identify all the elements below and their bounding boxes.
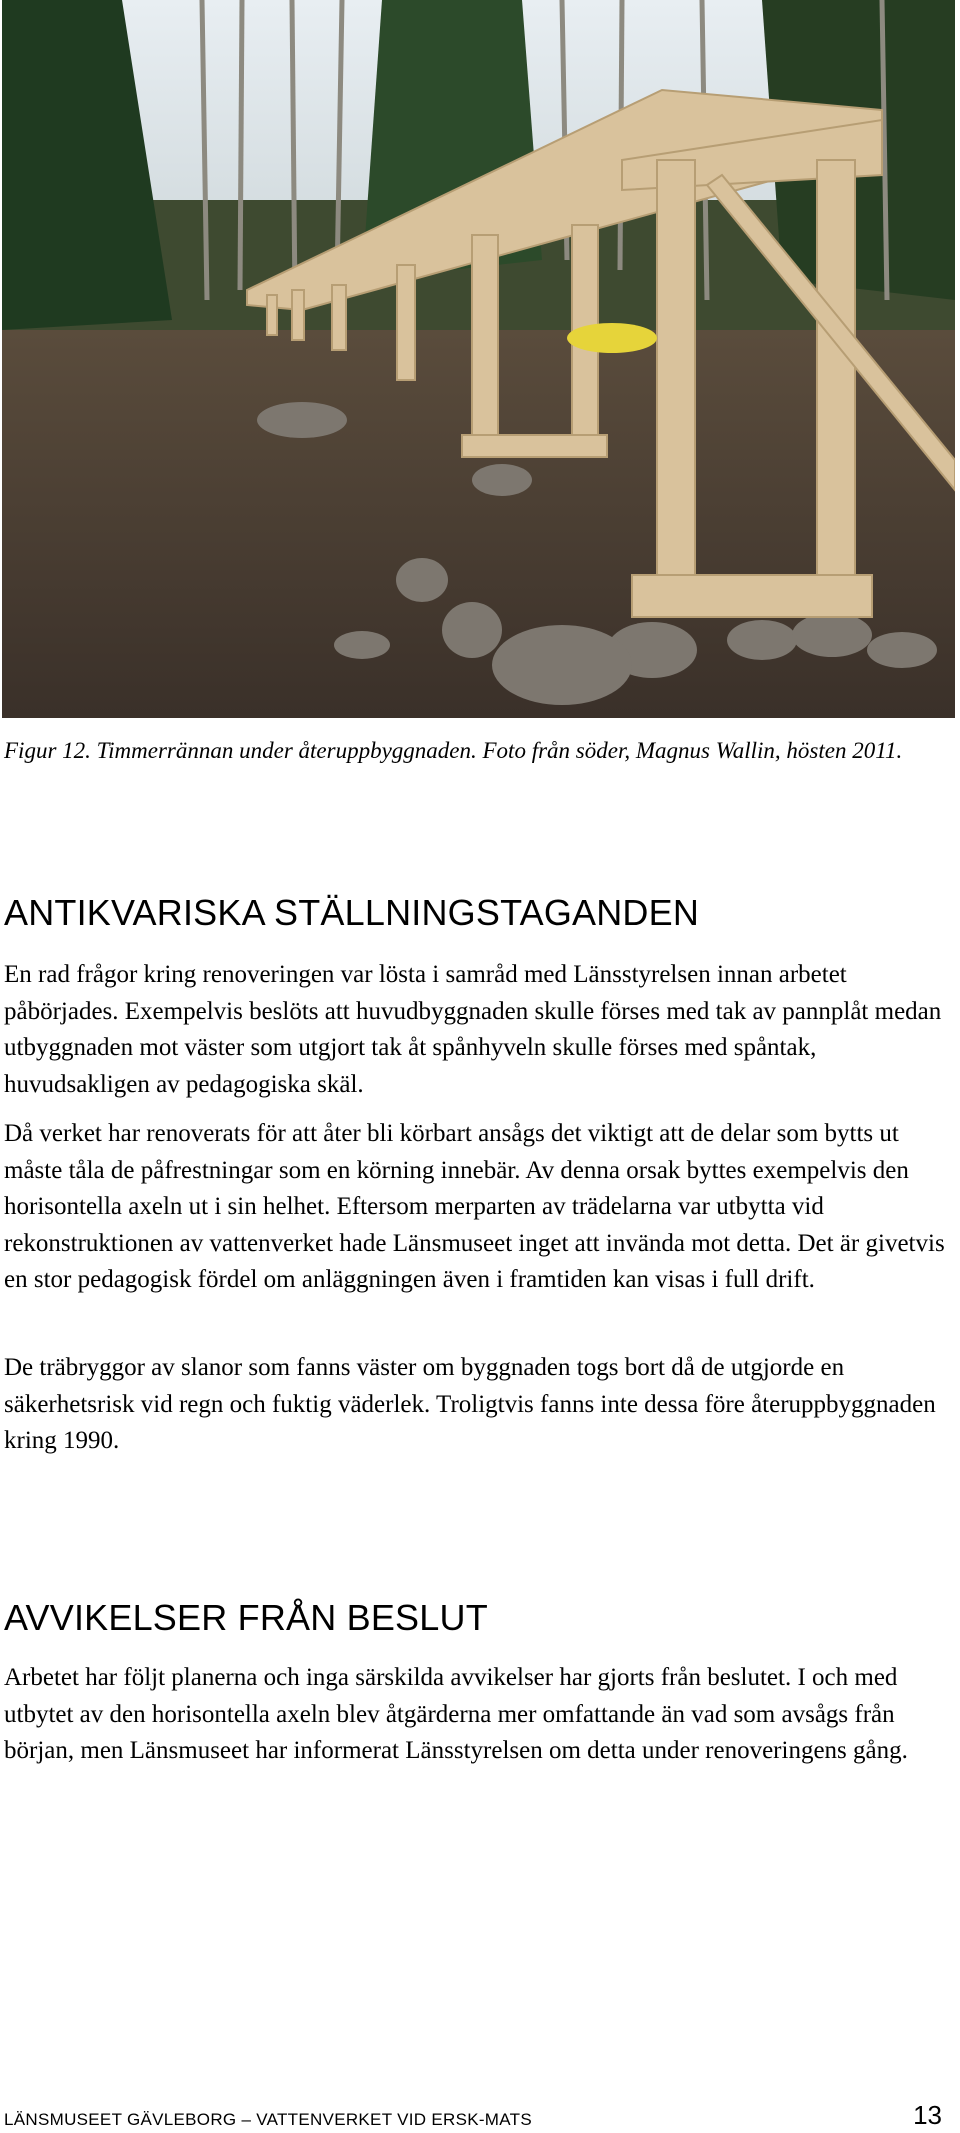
figure-photo-timber-flume: [2, 0, 955, 718]
figure-caption: Figur 12. Timmerrännan under återuppbyggnaden. Foto från söder, Magnus Wallin, hösten 2011.: [4, 738, 903, 763]
section-heading-antikvariska: ANTIKVARISKA STÄLLNINGSTAGANDEN: [4, 892, 700, 933]
paragraph: De träbryggor av slanor som fanns väster om byggnaden togs bort då de utgjorde en säkerhetsrisk vid regn och fuktig väderlek. Troligtvis fanns inte dessa före återuppbyggnaden kring 1990.: [4, 1354, 936, 1454]
paragraph: Arbetet har följt planerna och inga särskilda avvikelser har gjorts från beslutet. I och med utbytet av den horisontella axeln blev åtgärderna mer omfattande än vad som avsågs från början, men Länsmuseet har informerat Länsstyrelsen om detta under renoveringens gång.: [4, 1664, 908, 1764]
section-heading-avvikelser: AVVIKELSER FRÅN BESLUT: [4, 1597, 488, 1638]
paragraph: En rad frågor kring renoveringen var lösta i samråd med Länsstyrelsen innan arbetet påbörjades. Exempelvis beslöts att huvudbyggnaden skulle förses med tak av pannplåt medan utbyggnaden mot väster som utgjort tak åt spånhyveln skulle förses med spåntak, huvudsakligen av pedagogiska skäl.: [4, 961, 942, 1098]
footer-title: LÄNSMUSEET GÄVLEBORG – VATTENVERKET VID ERSK-MATS: [4, 2110, 532, 2129]
page-number: 13: [913, 2100, 942, 2130]
paragraph: Då verket har renoverats för att åter bli körbart ansågs det viktigt att de delar som bytts ut måste tåla de påfrestningar som en körning innebär. Av denna orsak byttes exempelvis den horisontella axeln ut i sin helhet. Eftersom merparten av trädelarna var utbytta vid rekonstruktionen av vattenverket hade Länsmuseet inget att invända mot detta. Det är givetvis en stor pedagogisk fördel om anläggningen även i framtiden kan visas i full drift.: [4, 1120, 945, 1293]
